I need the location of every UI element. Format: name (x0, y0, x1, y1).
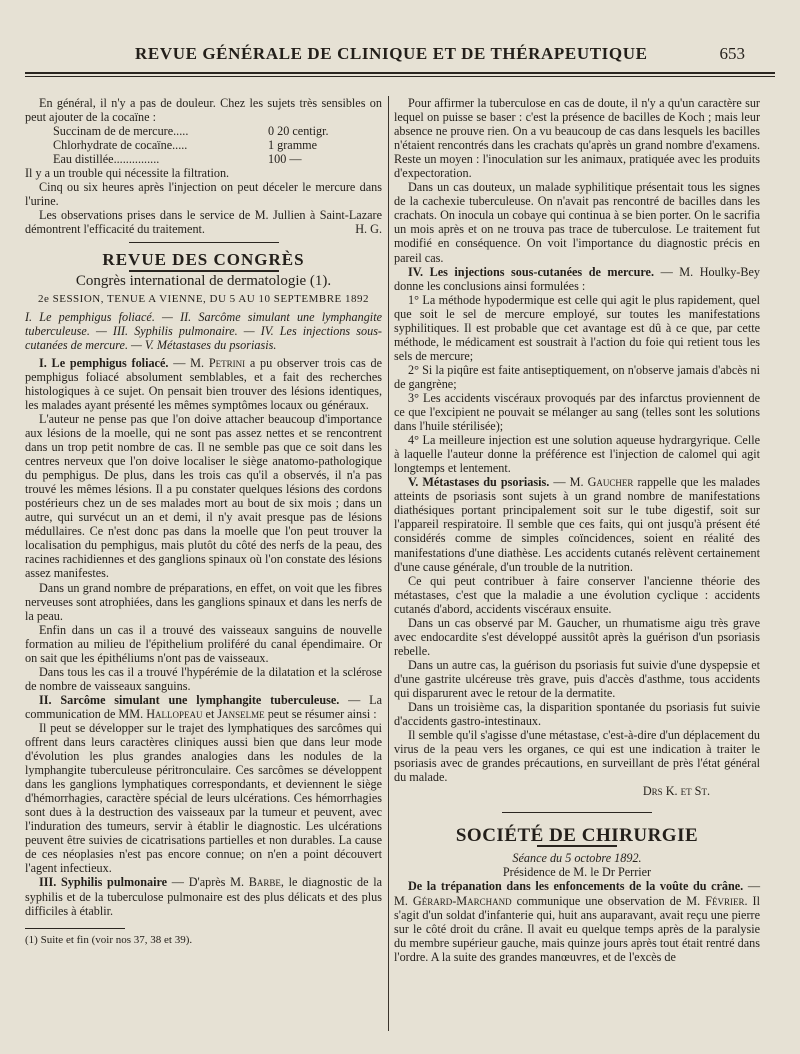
page-number: 653 (719, 44, 745, 63)
paragraph: Il peut se développer sur le trajet des lymphatiques des sarcômes qui offrent dans leurs caractères cliniques aussi bien que dans leur mode d'évolution les plus grandes analogies dans les nodules de la lymphangite tuberculeuse péritronculaire. Ces sarcômes se développent dans les ganglions lymphatiques correspondants, et deviennent le siège d'hémorrhagies, caractère spécial de leurs ulcérations. Ces hémorrhagies sont dues à la destruction des vaisseaux par la tumeur et peuvent, avec l'induration des tumeurs, servir à établir le diagnostic. Les ulcérations peuvent être suivies de cicatrisations partielles et non durables. La cause de ces néoplasies n'est pas encore connue; on n'en a point découvert l'agent infectieux. (25, 720, 382, 876)
author-initials: H. G. (355, 222, 382, 237)
paragraph: Dans un autre cas, la guérison du psoriasis fut suivie d'une dyspepsie et d'une gastrite ulcéreuse très grave, puis d'accès d'asthme, tous accidents qui disparurent avec le retour de la dermatite. (394, 657, 760, 700)
author-signature: Drs K. et St. (642, 784, 710, 799)
conclusion-item: 2° Si la piqûre est faite antiseptiquement, on n'observe jamais d'abcès ni de gangrène; (394, 362, 760, 391)
section-rule (129, 270, 279, 272)
paragraph: De la trépanation dans les enfoncements de la voûte du crâne. — M. Gérard-Marchand communique une observation de M. Février. Il s'agit d'un soldat d'infanterie qui, huit ans auparavant, avait reçu une pierre sur le côté droit du crâne. Il avait eu quelque temps après de la paralysie du membre supérieur gauche, mais quinze jours après tout était rentré dans l'ordre. A la suite des grandes manœuvres, et de l'excès de (394, 879, 760, 964)
society-title: SOCIÉTÉ DE CHIRURGIE (455, 825, 699, 847)
paragraph: L'auteur ne pense pas que l'on doive attacher beaucoup d'importance aux lésions de la moelle, qui ne sont pas assez nettes et se rencontrent dans un trop petit nombre de cas. Il ne semble pas que ce soit dans les centres nerveux que l'on doive localiser le siège anatomo-pathologique du pemphigus. De plus, dans les trois cas qu'il a observés, il n'a pas trouvé les mêmes lésions. Il a pu constater quelques lésions des cordons postérieurs chez un de ses malades mort au bout de six mois ; dans un autre, qui survécut un an et demi, il n'y avait presque pas de lésions médullaires. Ce n'est donc pas dans la moelle que l'on peut trouver la localisation du pemphigus, mais plutôt du côté des nerfs de la peau, des racines rachidiennes et des ganglions spinaux où l'on constate des lésions assez manifestes. (25, 411, 382, 581)
paragraph: Enfin dans un cas il a trouvé des vaisseaux sanguins de nouvelle formation au milieu de l'épithelium proliféré du canal épendimaire. Or on sait que les épithéliums n'ont pas de vaisseaux. (25, 622, 382, 665)
congress-title: Congrès international de dermatologie (1). (75, 272, 332, 289)
paragraph: Ce qui peut contribuer à faire conserver l'ancienne théorie des métastases, c'est que la maladie a une évolution cyclique : accidents cutanés d'abord, accidents viscéraux ensuite. (394, 573, 760, 616)
prescription-line: Eau distillée............... 100 — (53, 152, 302, 167)
column-divider (388, 96, 389, 1031)
footnote-rule (25, 928, 125, 929)
paragraph: Dans un cas douteux, un malade syphilitique présentait tous les signes de la cachexie tuberculeuse. On n'avait pas rencontré de bacilles dans les crachats. On inocula un cobaye qui continua à se bien porter. On le sacrifia un mois après et on ne trouva pas trace de tuberculose. Le traitement fut modifié en conséquence. On voit l'importance du diagnostic précis en pareil cas. (394, 180, 760, 265)
section-rule (129, 242, 279, 243)
paragraph: Il semble qu'il s'agisse d'une métastase, c'est-à-dire d'un déplacement du virus de la peau vers les organes, ce qui est une indication à traiter le psoriasis avec de grandes précautions, en surveillant de près l'état général du malade. (394, 728, 760, 785)
conclusion-item: 1° La méthode hypodermique est celle qui agit le plus rapidement, quel que soit le sel de mercure employé, sur toutes les manifestations syphilitiques. Il est probable que cet avantage est dû à ce que, par cette méthode, le médicament est soustrait à l'action du foie qui retient tous les sels de mercure; (394, 292, 760, 363)
right-column (394, 96, 760, 964)
paragraph: Pour affirmer la tuberculose en cas de doute, il n'y a qu'un caractère sur lequel on puisse se baser : c'est la présence de bacilles de Koch ; mais leur absence ne prouve rien. On a vu beaucoup de cas dans lesquels les bacilles n'étaient rencontrés dans les crachats qu'après un grand nombre d'examens. Reste un moyen : l'inoculation sur les animaux, pratiquée avec les produits d'expectoration. (394, 96, 760, 181)
paragraph: V. Métastases du psoriasis. — M. Gaucher rappelle que les malades atteints de psoriasis sont sujets à un grand nombre de manifestations diathésiques portant principalement soit sur le tube digestif, soit sur l'appareil respiratoire. Il semble que ces faits, qui ont jusqu'à présent été considérés comme de simples coïncidences, soient en réalité des manifestations d'une diathèse. Les accidents cutanés relèvent certainement d'une cause générale, d'un trouble de la nutrition. (394, 475, 760, 574)
header-rule (25, 72, 775, 74)
section-rule (502, 812, 652, 813)
paragraph: I. Le pemphigus foliacé. — M. Petrini a pu observer trois cas de pemphigus foliacé absolument semblables, et a fait des recherches histologiques à ce sujet. On pensait bien trouver des lésions identiques, les malades ayant présenté les mêmes symptômes locaux ou généraux. (25, 355, 382, 412)
conclusion-item: 4° La meilleure injection est une solution aqueuse hydrargyrique. Celle à laquelle l'auteur donne la préférence est l'injection de calomel qui agit longtemps et lentement. (394, 433, 760, 476)
paragraph: Dans un cas observé par M. Gaucher, un rhumatisme aigu très grave avec endocardite s'est développé aussitôt après la guérison d'un psoriasis rebelle. (394, 615, 760, 658)
paragraph: Les observations prises dans le service de M. Jullien à Saint-Lazare démontrent l'efficacité du traitement. H. G. (25, 208, 382, 237)
paragraph: Il y a un trouble qui nécessite la filtration. (25, 166, 230, 181)
session-date: Séance du 5 octobre 1892. (512, 851, 642, 866)
summary: I. Le pemphigus foliacé. — II. Sarcôme simulant une lymphangite tuberculeuse. — III. Syphilis pulmonaire. — IV. Les injections sous-cutanées de mercure. — V. Métastases du psoriasis. (25, 309, 382, 352)
prescription-line: Chlorhydrate de cocaïne..... 1 gramme (53, 138, 318, 153)
header-rule-thin (25, 76, 775, 77)
paragraph: Dans un troisième cas, la disparition spontanée du psoriasis fut suivie d'accidents gastro-intestinaux. (394, 700, 760, 729)
prescription-line: Succinam de de mercure..... 0 20 centigr. (53, 124, 329, 139)
running-header (25, 38, 775, 68)
left-column (25, 96, 382, 947)
presidency: Présidence de M. le Dr Perrier (502, 865, 652, 880)
paragraph: Cinq ou six heures après l'injection on peut déceler le mercure dans l'urine. (25, 180, 382, 209)
running-title: REVUE GÉNÉRALE DE CLINIQUE ET DE THÉRAPEUTIQUE (135, 44, 648, 63)
footnote: (1) Suite et fin (voir nos 37, 38 et 39). (25, 933, 193, 946)
paragraph: En général, il n'y a pas de douleur. Chez les sujets très sensibles on peut ajouter de la cocaïne : (25, 96, 382, 125)
paragraph: Dans un grand nombre de préparations, en effet, on voit que les fibres nerveuses sont atrophiées, dans les ganglions spinaux et dans les nerfs de la peau. (25, 580, 382, 623)
paragraph: IV. Les injections sous-cutanées de mercure. — M. Houlky-Bey donne les conclusions ainsi formulées : (394, 264, 760, 293)
section-title: REVUE DES CONGRÈS (102, 250, 305, 270)
prescription (53, 124, 382, 166)
conclusion-item: 3° Les accidents viscéraux provoqués par des infarctus proviennent de ce que l'excipient ne pouvait se mélanger au sang (telles sont les solutions dans l'huile stérilisée); (394, 390, 760, 434)
paragraph: III. Syphilis pulmonaire — D'après M. Barbe, le diagnostic de la syphilis et de la tuberculose pulmonaire est des plus délicats et des plus difficiles à établir. (25, 875, 382, 918)
session-line: 2e SESSION, TENUE A VIENNE, DU 5 AU 10 SEPTEMBRE 1892 (37, 292, 370, 305)
paragraph: II. Sarcôme simulant une lymphangite tuberculeuse. — La communication de MM. Hallopeau et Janselme peut se résumer ainsi : (25, 692, 383, 721)
paragraph: Dans tous les cas il a trouvé l'hypérémie de la dilatation et la sclérose de nombre de vaisseaux sanguins. (25, 664, 382, 693)
